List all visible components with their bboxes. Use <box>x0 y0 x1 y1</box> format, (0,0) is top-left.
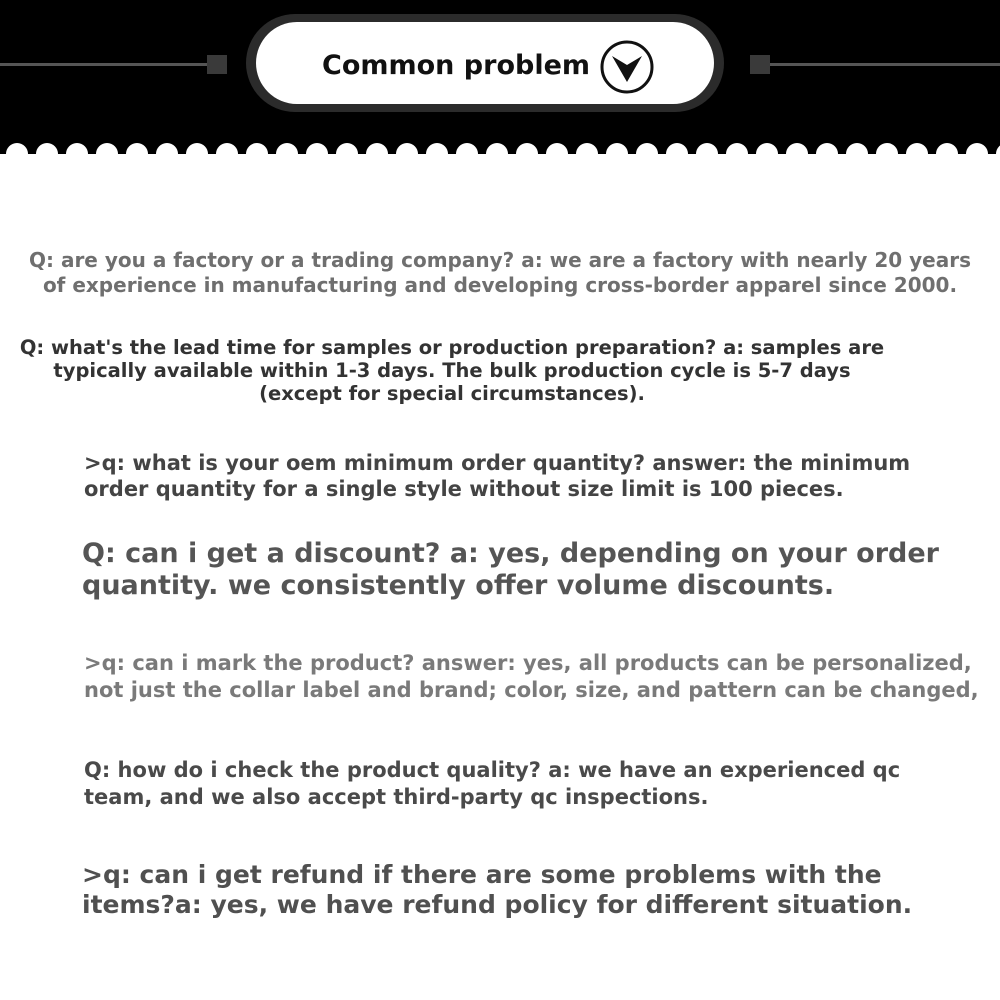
faq-item: Q: how do i check the product quality? a: we have an experienced qc team, and we also accept third-party qc inspections. <box>84 758 901 809</box>
faq-item: Q: what's the lead time for samples or production preparation? a: samples are typically available within 1-3 days. The bulk production cycle is 5-7 days (except for special circumstances). <box>19 336 885 405</box>
scalloped-edge <box>0 140 1000 180</box>
header-divider-line-left <box>0 63 210 66</box>
header-banner <box>0 0 1000 160</box>
page-title: Common problem <box>322 50 591 81</box>
header-divider-line-right <box>768 63 1000 66</box>
faq-item: >q: what is your oem minimum order quantity? answer: the minimum order quantity for a single style without size limit is 100 pieces. <box>84 451 911 501</box>
chevron-down-circle-icon <box>599 39 655 95</box>
header-square-left <box>207 55 227 74</box>
faq-item: >q: can i mark the product? answer: yes, all products can be personalized, not just the collar label and brand; color, size, and pattern can be changed, <box>84 651 979 702</box>
faq-item: Q: can i get a discount? a: yes, depending on your order quantity. we consistently offer volume discounts. <box>82 538 939 601</box>
faq-item: Q: are you a factory or a trading company? a: we are a factory with nearly 20 years of experience in manufacturing and developing cross-border apparel since 2000. <box>28 248 972 297</box>
header-square-right <box>750 55 770 74</box>
faq-item: >q: can i get refund if there are some problems with the items?a: yes, we have refund policy for different situation. <box>82 860 913 919</box>
